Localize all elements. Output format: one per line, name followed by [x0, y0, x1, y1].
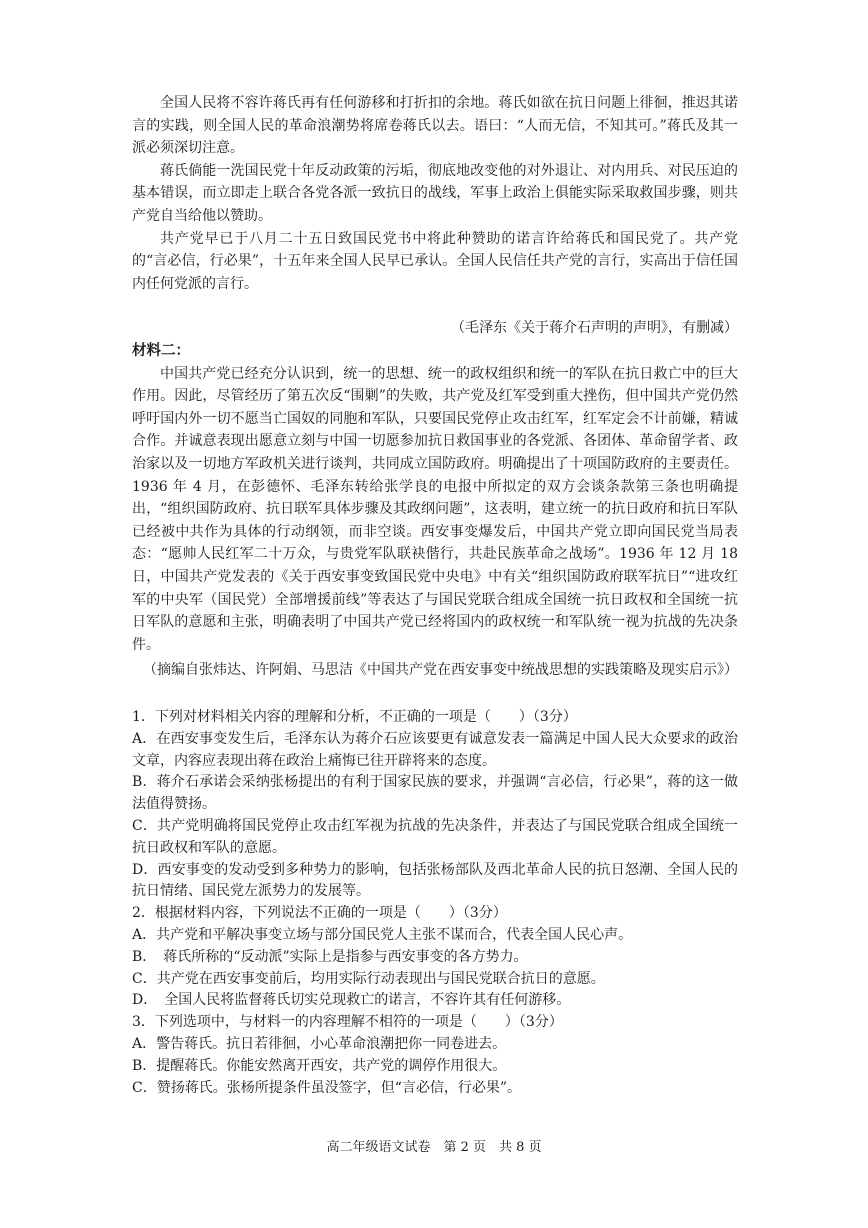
- option: D． 全国人民将监督蒋氏切实兑现救亡的诺言，不容许其有任何游移。: [132, 992, 571, 1009]
- material-one-source-block: [132, 317, 738, 340]
- question-2-stem: 2．根据材料内容，下列说法不正确的一项是（ ）（3分）: [132, 905, 507, 922]
- section-heading: 材料二：: [132, 342, 190, 359]
- option: C．共产党在西安事变前后，均用实际行动表现出与国民党联合抗日的意愿。: [132, 970, 605, 987]
- option: D．西安事变的发动受到多种势力的影响，包括张杨部队及西北革命人民的抗日怒潮、全国人民的抗日情绪、国民党左派势力的发展等。: [132, 861, 738, 900]
- option: B．提醒蒋氏。你能安然离开西安，共产党的调停作用很大。: [132, 1057, 507, 1074]
- page-footer: 高二年级语文试卷 第 2 页 共 8 页: [326, 1140, 542, 1155]
- option: B． 蒋氏所称的“反动派”实际上是指参与西安事变的各方势力。: [132, 948, 528, 965]
- material-two-source-block: [132, 659, 738, 682]
- option: A．共产党和平解决事变立场与部分国民党人主张不谋而合，代表全国人民心声。: [132, 926, 633, 943]
- paragraph: 全国人民将不容许蒋氏再有任何游移和打折扣的余地。蒋氏如欲在抗日问题上徘徊，推迟其诺言的实践，则全国人民的革命浪潮势将席卷蒋氏以去。语曰：“人而无信，不知其可。”蒋氏及其一派必须深切注意。: [132, 95, 738, 157]
- source-citation: （毛泽东《关于蒋介石声明的声明》，有删减）: [451, 320, 738, 336]
- material-two: [132, 340, 738, 656]
- paragraph: 中国共产党已经充分认识到，统一的思想、统一的政权组织和统一的军队在抗日救亡中的巨大作用。因此，尽管经历了第五次反“围剿”的失败，共产党及红军受到重大挫伤，但中国共产党仍然呼吁国内外一切不愿当亡国奴的同胞和军队，只要国民党停止攻击红军，红军定会不计前嫌，精诚合作。并诚意表现出愿意立刻与中国一切愿参加抗日救国事业的各党派、各团体、革命留学者、政治家以及一切地方军政机关进行谈判，共同成立国防政府。明确提出了十项国防政府的主要责任。1936 年 4 月，在彭德怀、毛泽东转给张学良的电报中所拟定的双方会谈条款第三条也明确提出，“组织国防政府、抗日联军具体步骤及其政纲问题”，这表明，建立统一的抗日政府和抗日军队已经被中共作为具体的行动纲领，而非空谈。西安事变爆发后，中国共产党立即向国民党当局表态：“愿帅人民红军二十万众，与贵党军队联袂偕行，共赴民族革命之战场”。1936 年 12 月 18 日，中国共产党发表的《关于西安事变致国民党中央电》中有关“组织国防政府联军抗日”“进攻红军的中央军（国民党）全部增援前线”等表达了与国民党联合组成全国统一抗日政权和全国统一抗日军队的意愿和主张，明确表明了中国共产党已经将国内的政权统一和军队统一视为抗战的先决条件。: [132, 365, 738, 653]
- paragraph: 共产党早已于八月二十五日致国民党书中将此种赞助的诺言许给蒋氏和国民党了。共产党的“言必信，行必果”，十五年来全国人民早已承认。全国人民信任共产党的言行，实高出于信任国内任何党派的言行。: [132, 230, 738, 292]
- source-citation: （摘编自张炜达、许阿娟、马思洁《中国共产党在西安事变中统战思想的实践策略及现实启示》）: [143, 662, 738, 678]
- option: A．警告蒋氏。抗日若徘徊，小心革命浪潮把你一同卷进去。: [132, 1035, 507, 1052]
- material-one-text: [132, 92, 738, 295]
- option: C．共产党明确将国民党停止攻击红军视为抗战的先决条件，并表达了与国民党联合组成全国统一抗日政权和军队的意愿。: [132, 817, 738, 856]
- option: A．在西安事变发生后，毛泽东认为蒋介石应该要更有诚意发表一篇满足中国人民大众要求的政治文章，内容应表现出蒋在政治上痛悔已往开辟将来的态度。: [132, 730, 738, 769]
- question-1-stem: 1．下列对材料相关内容的理解和分析，不正确的一项是（ ）（3分）: [132, 709, 577, 725]
- question-3-stem: 3．下列选项中，与材料一的内容理解不相符的一项是（ ）（3分）: [132, 1014, 563, 1031]
- questions-block: [132, 707, 738, 1099]
- paragraph: 蒋氏倘能一洗国民党十年反动政策的污垢，彻底地改变他的对外退让、对内用兵、对民压迫的基本错误，而立即走上联合各党各派一致抗日的战线，军事上政治上俱能实际采取救国步骤，则共产党自当给他以赞助。: [132, 162, 738, 224]
- option: C．赞扬蒋氏。张杨所提条件虽没签字，但“言必信，行必果”。: [132, 1079, 522, 1096]
- option: B．蒋介石承诺会采纳张杨提出的有利于国家民族的要求，并强调“言必信，行必果”，蒋的这一做法值得赞扬。: [132, 774, 738, 813]
